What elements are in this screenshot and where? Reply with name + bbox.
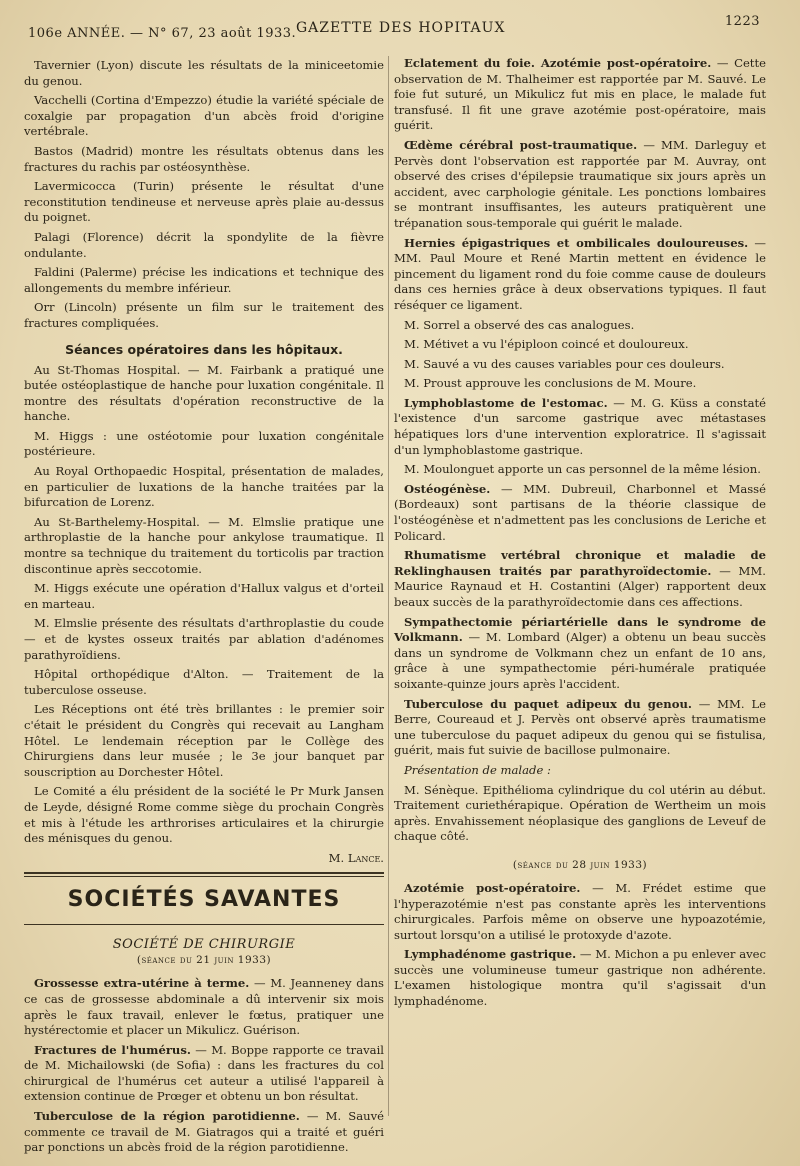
report-title: Sympathectomie périartérielle dans le syndrome de Volkmann.: [394, 614, 766, 645]
paragraph: Lavermicocca (Turin) présente le résultat d'une reconstitution tendineuse et nerveuse après plaie au-dessus du poignet.: [24, 179, 384, 225]
report-text: — MM. Le Berre, Coureaud et J. Pervès ont observé après traumatisme une tuberculose du paquet adipeux du genou qui se fistulisa, guérit, mais fut suivie de bacillose pulmonaire.: [394, 696, 767, 758]
intro-items: [24, 58, 384, 332]
report-title: Œdème cérébral post-traumatique.: [404, 137, 638, 152]
report-text: — M. Lombard (Alger) a obtenu un beau succès dans un syndrome de Volkmann chez un enfant de 10 ans, grâce à une sympathectomie péri-humérale pratiquée soixante-quinze jours après l'accident.: [394, 630, 766, 691]
report-paragraph: [394, 482, 766, 544]
paragraph: M. Métivet a vu l'épiploon coincé et douloureux.: [404, 337, 689, 352]
paragraph: M. Elmslie présente des résultats d'arthroplastie du coude — et de kystes osseux traités par ablation d'adénomes parathyroïdiens.: [24, 616, 384, 662]
paragraph: M. Proust approuve les conclusions de M. Moure.: [404, 376, 697, 391]
paragraph: M. Sorrel a observé des cas analogues.: [404, 317, 635, 332]
report-title: Tuberculose du paquet adipeux du genou.: [404, 696, 692, 711]
report-text: — MM. Maurice Raynaud et H. Costantini (Alger) rapportent deux beaux succès de la parathyroïdectomie dans ces affections.: [394, 563, 766, 609]
author-signature: M. Lance.: [328, 850, 384, 865]
report-paragraph: [394, 881, 766, 943]
report-text: — M. Boppe rapporte ce travail de M. Michailowski (de Sofia) : dans les fractures du col chirurgical de l'humérus cet auteur a utilisé l'appareil à extension continue de Prœger et obtenu un bon résultat.: [24, 1042, 384, 1104]
report-text: — M. Sauvé commente ce travail de M. Giatragos qui a traité et guéri par ponctions un abcès froid de la région parotidienne.: [24, 1109, 384, 1155]
section-title: SOCIÉTÉS SAVANTES: [67, 887, 341, 913]
paragraph: Le Comité a élu président de la société le Pr Murk Jansen de Leyde, désigné Rome comme siège du prochain Congrès et mis à l'étude les arthrorises articulaires et la chirurgie des ménisques du genou.: [24, 784, 384, 846]
paragraph: M. Moulonguet apporte un cas personnel de la même lésion.: [404, 462, 761, 477]
paragraph: Palagi (Florence) décrit la spondylite de la fièvre ondulante.: [24, 229, 384, 260]
report-text: — MM. Darleguy et Pervès dont l'observation est rapportée par M. Auvray, ont observé des crises d'épilepsie traumatique six jours après un accident, avec carphologie génitale. Les ponctions lombaires se montrant insuffisantes, les auteurs pratiquèrent une trépanation sous-temporale qui guérit le malade.: [394, 137, 766, 230]
report-text: — M. Michon a pu enlever avec succès une volumineuse tumeur gastrique non adhérente. L'examen histologique montra qu'il s'agissait d'un lymphadénome.: [394, 947, 767, 1009]
paragraph: M. Sénèque. Epithélioma cylindrique du col utérin au début. Traitement curiethérapique. Opération de Wertheim un mois après. Envahissement néoplasique des ganglions de Leveuf de chaque côté.: [394, 782, 766, 844]
paragraph: M. Sauvé a vu des causes variables pour ces douleurs.: [404, 356, 725, 371]
report-paragraph: [394, 396, 766, 458]
paragraph: Orr (Lincoln) présente un film sur le traitement des fractures compliquées.: [24, 300, 384, 330]
report-title: Rhumatisme vertébral chronique et maladie de Reklinghausen traités par parathyroïdectomie.: [394, 548, 766, 578]
issue-info: 106e ANNÉE. — N° 67, 23 août 1933.: [28, 26, 297, 41]
paragraph: Vacchelli (Cortina d'Empezzo) étudie la variété spéciale de coxalgie par propagation d'un abcès froid d'origine vertébrale.: [24, 93, 384, 139]
section-rule: [24, 872, 384, 877]
report-paragraph: [394, 947, 766, 1009]
report-paragraph: [24, 1109, 384, 1156]
report-title: Lymphadénome gastrique.: [404, 947, 577, 962]
paragraph: Au Royal Orthopaedic Hospital, présentation de malades, en particulier de luxations de la hanche traitées par la bifurcation de Lorenz.: [24, 464, 384, 510]
report-text: — M. G. Küss a constaté l'existence d'un sarcome gastrique avec métastases hépatiques lors d'une intervention exploratrice. Il s'agissait d'un lymphoblastome gastrique.: [394, 395, 766, 457]
paragraph: Tavernier (Lyon) discute les résultats de la miniceetomie du genou.: [24, 58, 384, 88]
paragraph: Bastos (Madrid) montre les résultats obtenus dans les fractures du rachis par ostéosynthèse.: [24, 143, 384, 174]
report-text: — MM. Paul Moure et René Martin mettent en évidence le pincement du ligament rond du foie comme cause de douleurs dans ces hernies grâce à deux observations typiques. Il faut réséquer ce ligament.: [394, 235, 767, 312]
report-title: Ostéogénèse.: [404, 481, 491, 496]
seances-items: [24, 363, 384, 867]
report-paragraph: [24, 1043, 384, 1105]
paragraph: Au St-Thomas Hospital. — M. Fairbank a pratiqué une butée ostéoplastique de hanche pour luxation congénitale. Il montre des résultats d'opération reconstructive de la hanche.: [24, 362, 384, 424]
report-paragraph: [394, 548, 766, 610]
paragraph: Au St-Barthelemy-Hospital. — M. Elmslie pratique une arthroplastie de la hanche pour ankylose traumatique. Il montre sa technique du traitement du torticolis par traction discontinue après seccotomie.: [24, 514, 384, 576]
chirurgie-items: [24, 976, 384, 1156]
report-text: — M. Frédet estime que l'hyperazotémie n'est pas constante après les interventions chirurgicales. Parfois même on observe une hypoazotémie, surtout lorsqu'on a utilisé le protoxyde d'azote.: [394, 880, 766, 942]
report-text: — MM. Dubreuil, Charbonnel et Massé (Bordeaux) sont partisans de la théorie classique de l'ostéogénèse et n'admettent pas les conclusions de Leriche et Policard.: [394, 481, 766, 543]
report-paragraph: [24, 976, 384, 1038]
session-date: (séance du 21 juin 1933): [136, 954, 272, 967]
report-title: Hernies épigastriques et ombilicales douloureuses.: [404, 235, 749, 250]
report-title: Lymphoblastome de l'estomac.: [404, 395, 608, 410]
page-header: [28, 14, 760, 40]
paragraph: Faldini (Palerme) précise les indications et technique des allongements du membre inférieur.: [24, 265, 384, 295]
session-date: (séance du 28 juin 1933): [512, 858, 648, 871]
paragraph: Hôpital orthopédique d'Alton. — Traitement de la tuberculose osseuse.: [24, 667, 384, 697]
report-paragraph: [394, 236, 766, 314]
report-title: Eclatement du foie. Azotémie post-opératoire.: [404, 56, 712, 70]
report-title: Tuberculose de la région parotidienne.: [34, 1109, 300, 1124]
paragraph: M. Higgs exécute une opération d'Hallux valgus et d'orteil en marteau.: [24, 581, 384, 611]
society-name: SOCIÉTÉ DE CHIRURGIE: [112, 937, 296, 953]
paragraph: M. Higgs : une ostéotomie pour luxation congénitale postérieure.: [24, 428, 384, 459]
report-paragraph: [394, 138, 766, 232]
left-column: [24, 58, 384, 1160]
column-divider: [388, 56, 389, 1116]
paragraph: Les Réceptions ont été très brillantes : le premier soir c'était le président du Congrès qui recevait au Langham Hôtel. Le lendemain réception par le Collège des Chirurgiens dans leur musée ; le 3e jour banquet par souscription au Dorchester Hôtel.: [24, 702, 384, 779]
journal-title: GAZETTE DES HOPITAUX: [296, 20, 506, 36]
page-number: 1223: [724, 14, 760, 29]
report-text: — Cette observation de M. Thalheimer est rapportée par M. Sauvé. Le foie fut suturé, un Mikulicz fut mis en place, le malade fut transfusé. Il fit une grave azotémie post-opératoire, mais guérit.: [394, 56, 766, 133]
report-paragraph: [394, 697, 766, 759]
report-paragraph: [394, 56, 766, 134]
report-paragraph: [394, 615, 766, 693]
right-column: [394, 56, 766, 1014]
report-title: Fractures de l'humérus.: [34, 1042, 191, 1057]
report-title: Azotémie post-opératoire.: [404, 880, 581, 895]
report-text: — M. Jeanneney dans ce cas de grossesse abdominale a dû intervenir six mois après le faux travail, enlever le fœtus, pratiquer une hystérectomie et placer un Mikulicz. Guérison.: [24, 976, 384, 1038]
presentation-label: Présentation de malade :: [404, 762, 551, 777]
seances-heading: Séances opératoires dans les hôpitaux.: [65, 341, 343, 357]
section-rule: [24, 924, 384, 925]
report-title: Grossesse extra-utérine à terme.: [34, 976, 250, 991]
